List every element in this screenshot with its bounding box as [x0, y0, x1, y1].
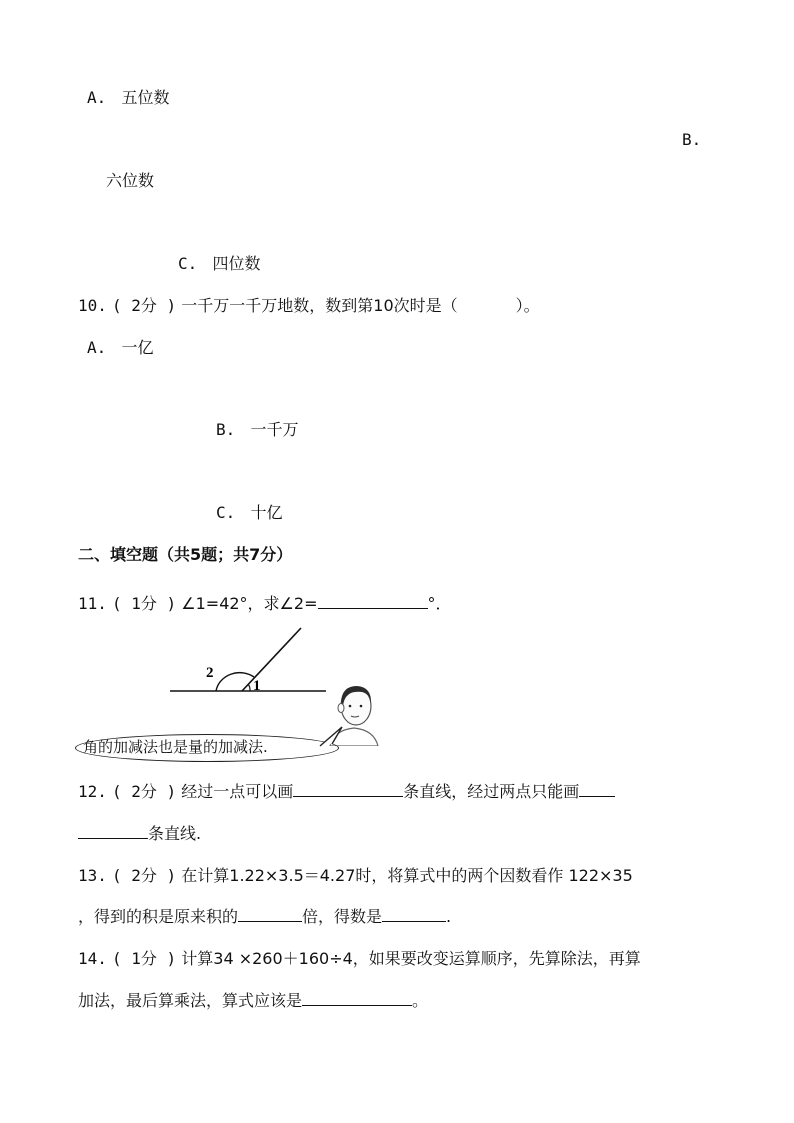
option-letter: A.	[87, 88, 107, 107]
angle-2-label: 2	[206, 665, 214, 681]
ray-line	[242, 628, 301, 691]
option-c	[216, 503, 283, 523]
answer-blank[interactable]	[293, 782, 403, 797]
option-text: 十亿	[250, 503, 283, 522]
question-text: 经过一点可以画	[181, 782, 294, 801]
question-14-line2	[78, 991, 428, 1011]
angle-2-arc	[216, 673, 254, 691]
speech-bubble-text: 角的加减法也是量的加减法.	[83, 738, 268, 756]
option-letter: B.	[216, 420, 236, 439]
option-text: 四位数	[212, 254, 261, 273]
answer-blank[interactable]	[238, 907, 302, 922]
angle-1-label: 1	[253, 678, 261, 694]
option-letter: C.	[178, 254, 198, 273]
question-text: 条直线，经过两点只能画	[403, 782, 580, 801]
question-score: ( 2分 )	[112, 296, 177, 315]
question-score: ( 2分 )	[112, 866, 177, 885]
question-text: 。	[412, 991, 429, 1010]
option-letter: C.	[216, 503, 236, 522]
question-text: ，得到的积是原来积的	[78, 907, 239, 926]
question-text: 一千万一千万地数，数到第10次时是（	[181, 296, 458, 315]
question-text: 加法，最后算乘法，算式应该是	[78, 991, 303, 1010]
question-score: ( 1分 )	[112, 594, 177, 613]
question-12-line2	[78, 824, 201, 844]
question-number: 11.	[78, 594, 107, 613]
question-12	[78, 782, 615, 802]
question-text: 条直线.	[148, 824, 202, 843]
option-b	[216, 420, 299, 440]
option-text: 一亿	[121, 338, 154, 357]
option-text: 五位数	[121, 88, 170, 107]
option-a	[87, 338, 154, 358]
answer-blank[interactable]	[579, 782, 615, 797]
question-close: ）。	[515, 296, 540, 315]
answer-blank[interactable]	[78, 824, 148, 839]
question-score: ( 2分 )	[112, 782, 177, 801]
question-text: 计算34 ×260＋160÷4，如果要改变运算顺序，先算除法，再算	[181, 949, 641, 968]
option-letter: A.	[87, 338, 107, 357]
question-14	[78, 949, 641, 969]
question-13	[78, 866, 633, 886]
question-text: ∠1=42°，求∠2=	[181, 594, 318, 613]
section-heading: 二、填空题（共5题；共7分）	[78, 545, 293, 564]
option-a	[87, 88, 170, 108]
answer-blank[interactable]	[318, 594, 428, 609]
question-13-line2	[78, 907, 451, 927]
option-b-letter: B.	[682, 130, 702, 149]
question-number: 13.	[78, 866, 107, 885]
question-text: 倍，得数是	[302, 907, 383, 926]
option-b-text: 六位数	[106, 171, 155, 190]
question-score: ( 1分 )	[112, 949, 177, 968]
question-text: 在计算1.22×3.5＝4.27时，将算式中的两个因数看作 122×35	[181, 866, 633, 885]
question-10	[78, 296, 540, 316]
angle-figure	[160, 622, 340, 702]
answer-blank[interactable]	[382, 907, 446, 922]
question-number: 10.	[78, 296, 107, 315]
question-text: .	[446, 907, 452, 926]
question-number: 14.	[78, 949, 107, 968]
option-text: 一千万	[250, 420, 299, 439]
answer-blank[interactable]	[302, 991, 412, 1006]
question-tail: °．	[427, 594, 452, 613]
question-number: 12.	[78, 782, 107, 801]
question-11	[78, 594, 452, 614]
option-c	[178, 254, 261, 274]
angle-1-arc	[248, 684, 250, 691]
speech-bubble-tail	[318, 724, 348, 748]
